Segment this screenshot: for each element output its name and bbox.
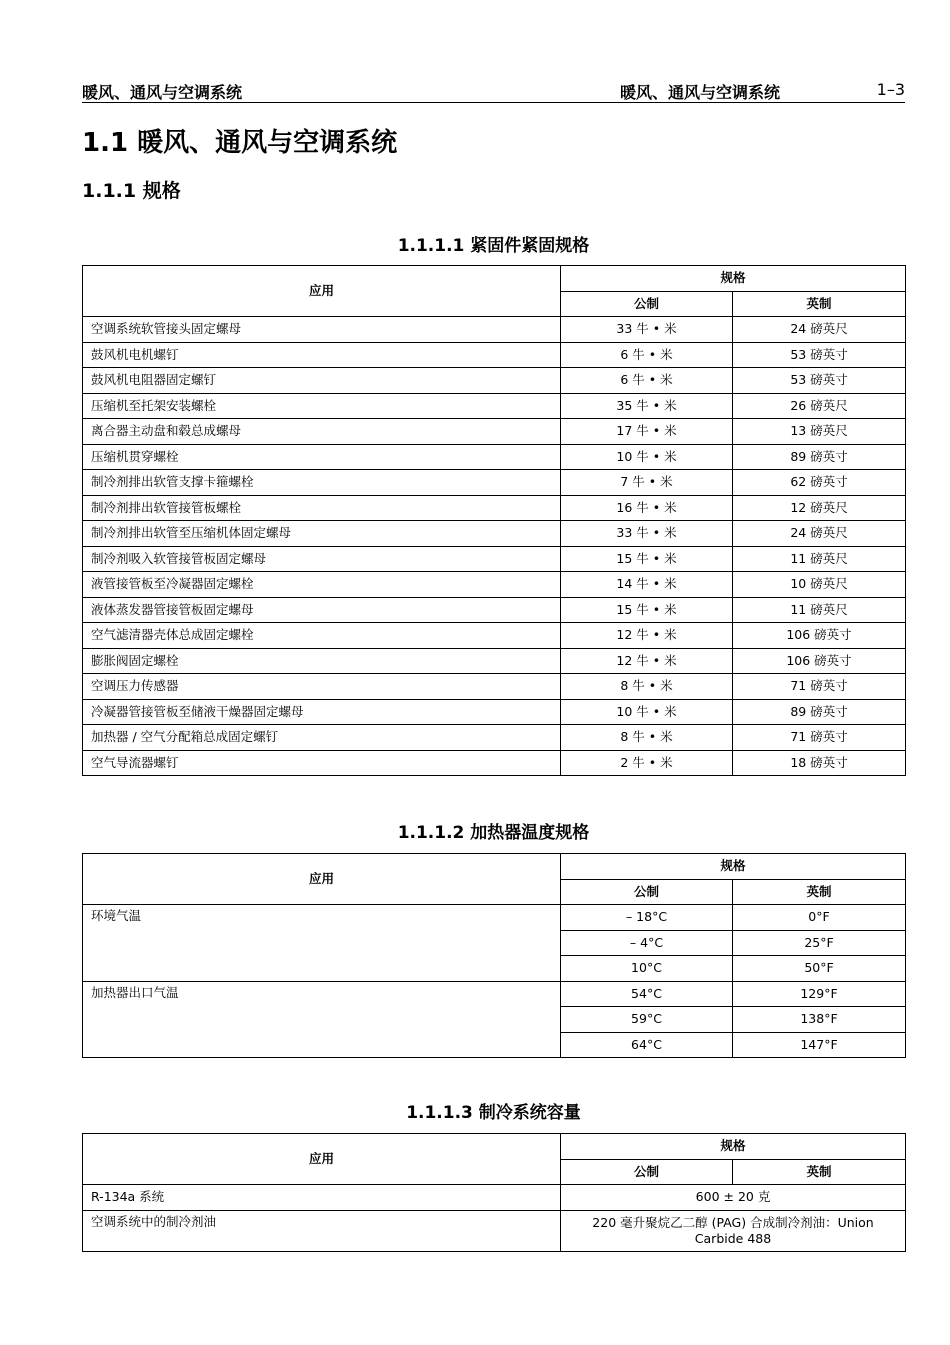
capacity-value-cell: 220 毫升聚烷乙二醇 (PAG) 合成制冷剂油：Union Carbide 488 (561, 1210, 906, 1251)
capacity-value-cell: 600 ± 20 克 (561, 1185, 906, 1211)
metric-cell: 16 牛 • 米 (561, 495, 733, 521)
col-header-metric: 公制 (561, 1159, 733, 1185)
metric-cell: – 4°C (561, 930, 733, 956)
table-row (83, 342, 906, 368)
col-header-metric: 公制 (561, 879, 733, 905)
application-cell: 加热器出口气温 (83, 981, 561, 1058)
metric-cell: 10 牛 • 米 (561, 444, 733, 470)
col-header-application: 应用 (83, 1134, 561, 1185)
capacity-table-caption: 1.1.1.3 制冷系统容量 (406, 1103, 581, 1123)
chapter-title: 1.1 暖风、通风与空调系统 (82, 128, 398, 158)
imperial-cell: 138°F (733, 1007, 906, 1033)
fastener-table (82, 265, 906, 776)
metric-cell: – 18°C (561, 905, 733, 931)
table-row (83, 572, 906, 598)
table-row (83, 470, 906, 496)
metric-cell: 54°C (561, 981, 733, 1007)
metric-cell: 6 牛 • 米 (561, 342, 733, 368)
table-row (83, 521, 906, 547)
imperial-cell: 11 磅英尺 (733, 546, 906, 572)
col-header-application: 应用 (83, 266, 561, 317)
heater-table (82, 853, 906, 1058)
fastener-table-caption: 1.1.1.1 紧固件紧固规格 (397, 236, 590, 256)
application-cell: 空调系统中的制冷剂油 (83, 1210, 561, 1251)
metric-cell: 59°C (561, 1007, 733, 1033)
table-row (83, 444, 906, 470)
imperial-cell: 11 磅英尺 (733, 597, 906, 623)
application-cell: 制冷剂排出软管至压缩机体固定螺母 (83, 521, 561, 547)
application-cell: 空调压力传感器 (83, 674, 561, 700)
table-row (83, 393, 906, 419)
heater-table-caption: 1.1.1.2 加热器温度规格 (397, 823, 590, 843)
metric-cell: 6 牛 • 米 (561, 368, 733, 394)
metric-cell: 7 牛 • 米 (561, 470, 733, 496)
application-cell: 空气滤清器壳体总成固定螺栓 (83, 623, 561, 649)
col-header-spec: 规格 (561, 854, 906, 880)
imperial-cell: 71 磅英寸 (733, 725, 906, 751)
imperial-cell: 53 磅英寸 (733, 368, 906, 394)
heater-table-body (83, 905, 906, 1058)
imperial-cell: 0°F (733, 905, 906, 931)
col-header-imperial: 英制 (733, 291, 906, 317)
table-row (83, 495, 906, 521)
col-header-imperial: 英制 (733, 1159, 906, 1185)
metric-cell: 14 牛 • 米 (561, 572, 733, 598)
table-row (83, 981, 906, 1007)
imperial-cell: 89 磅英寸 (733, 699, 906, 725)
col-header-application: 应用 (83, 854, 561, 905)
metric-cell: 8 牛 • 米 (561, 674, 733, 700)
imperial-cell: 106 磅英寸 (733, 623, 906, 649)
application-cell: 空气导流器螺钉 (83, 750, 561, 776)
metric-cell: 10°C (561, 956, 733, 982)
imperial-cell: 71 磅英寸 (733, 674, 906, 700)
table-row (83, 368, 906, 394)
table-row (83, 725, 906, 751)
application-cell: 液管接管板至冷凝器固定螺栓 (83, 572, 561, 598)
imperial-cell: 89 磅英寸 (733, 444, 906, 470)
table-row (83, 1210, 906, 1251)
application-cell: 加热器 / 空气分配箱总成固定螺钉 (83, 725, 561, 751)
imperial-cell: 18 磅英寸 (733, 750, 906, 776)
application-cell: 离合器主动盘和毂总成螺母 (83, 419, 561, 445)
table-row (83, 623, 906, 649)
col-header-spec: 规格 (561, 1134, 906, 1160)
metric-cell: 10 牛 • 米 (561, 699, 733, 725)
application-cell: 压缩机至托架安装螺栓 (83, 393, 561, 419)
imperial-cell: 25°F (733, 930, 906, 956)
application-cell: 制冷剂吸入软管接管板固定螺母 (83, 546, 561, 572)
metric-cell: 12 牛 • 米 (561, 623, 733, 649)
metric-cell: 2 牛 • 米 (561, 750, 733, 776)
metric-cell: 15 牛 • 米 (561, 546, 733, 572)
col-header-metric: 公制 (561, 291, 733, 317)
application-cell: 液体蒸发器管接管板固定螺母 (83, 597, 561, 623)
table-row (83, 674, 906, 700)
application-cell: 空调系统软管接头固定螺母 (83, 317, 561, 343)
table-row (83, 546, 906, 572)
application-cell: 鼓风机电阻器固定螺钉 (83, 368, 561, 394)
application-cell: 鼓风机电机螺钉 (83, 342, 561, 368)
table-row (83, 1185, 906, 1211)
imperial-cell: 24 磅英尺 (733, 521, 906, 547)
imperial-cell: 106 磅英寸 (733, 648, 906, 674)
application-cell: 冷凝器管接管板至储液干燥器固定螺母 (83, 699, 561, 725)
imperial-cell: 12 磅英尺 (733, 495, 906, 521)
metric-cell: 8 牛 • 米 (561, 725, 733, 751)
header-right-title: 暖风、通风与空调系统 (620, 83, 781, 102)
col-header-spec: 规格 (561, 266, 906, 292)
metric-cell: 12 牛 • 米 (561, 648, 733, 674)
imperial-cell: 53 磅英寸 (733, 342, 906, 368)
table-row (83, 597, 906, 623)
imperial-cell: 10 磅英尺 (733, 572, 906, 598)
imperial-cell: 129°F (733, 981, 906, 1007)
table-row (83, 317, 906, 343)
table-row (83, 750, 906, 776)
table-row (83, 699, 906, 725)
application-cell: 制冷剂排出软管支撑卡箍螺栓 (83, 470, 561, 496)
table-row (83, 648, 906, 674)
application-cell: 膨胀阀固定螺栓 (83, 648, 561, 674)
header-left-title: 暖风、通风与空调系统 (82, 83, 243, 102)
metric-cell: 15 牛 • 米 (561, 597, 733, 623)
imperial-cell: 147°F (733, 1032, 906, 1058)
capacity-table (82, 1133, 906, 1252)
fastener-table-body (83, 317, 906, 776)
imperial-cell: 13 磅英尺 (733, 419, 906, 445)
table-row (83, 905, 906, 931)
col-header-imperial: 英制 (733, 879, 906, 905)
imperial-cell: 24 磅英尺 (733, 317, 906, 343)
metric-cell: 33 牛 • 米 (561, 521, 733, 547)
section-title: 1.1.1 规格 (82, 180, 181, 202)
imperial-cell: 50°F (733, 956, 906, 982)
application-cell: 压缩机贯穿螺栓 (83, 444, 561, 470)
imperial-cell: 62 磅英寸 (733, 470, 906, 496)
application-cell: 制冷剂排出软管接管板螺栓 (83, 495, 561, 521)
application-cell: 环境气温 (83, 905, 561, 982)
metric-cell: 17 牛 • 米 (561, 419, 733, 445)
table-row (83, 419, 906, 445)
metric-cell: 33 牛 • 米 (561, 317, 733, 343)
page-header (82, 80, 905, 103)
application-cell: R-134a 系统 (83, 1185, 561, 1211)
page-number: 1–3 (876, 80, 905, 99)
metric-cell: 64°C (561, 1032, 733, 1058)
imperial-cell: 26 磅英尺 (733, 393, 906, 419)
metric-cell: 35 牛 • 米 (561, 393, 733, 419)
